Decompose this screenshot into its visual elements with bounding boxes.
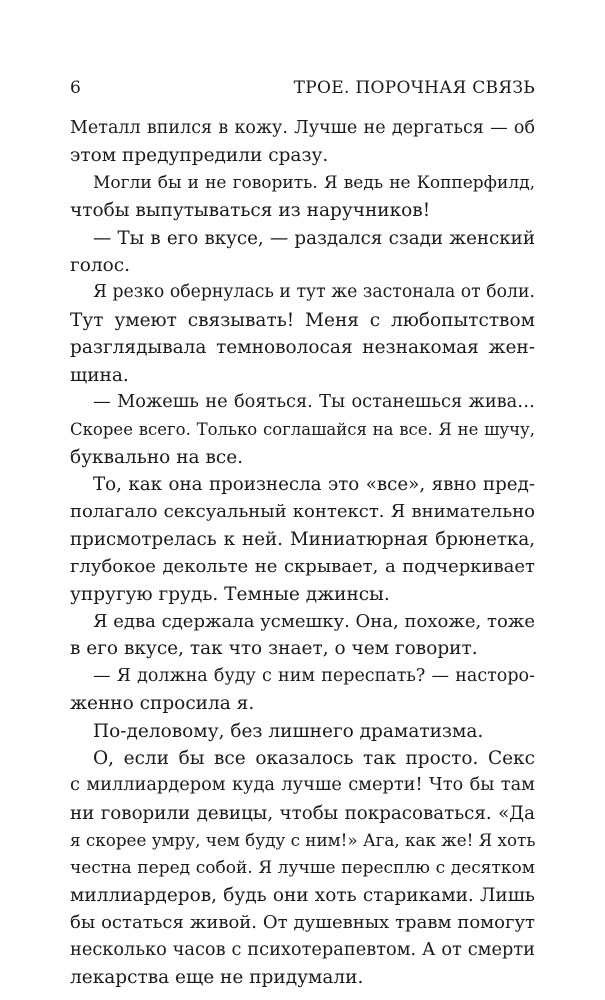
text-line: полагало сексуальный контекст. Я внимательно xyxy=(70,501,535,523)
text-line: Я едва сдержала усмешку. Она, похоже, тоже xyxy=(93,611,535,633)
text-line: лекарства еще не придумали. xyxy=(70,967,364,989)
text-line: с миллиардером куда лучше смерти! Что бы там xyxy=(70,775,535,796)
text-line: Тут умеют связывать! Меня с любопытством xyxy=(70,309,535,331)
text-line: этом предупредили сразу. xyxy=(70,145,329,167)
running-title: ТРОЕ. ПОРОЧНАЯ СВЯЗЬ xyxy=(293,78,535,98)
text-line: упругую грудь. Темные джинсы. xyxy=(70,583,390,605)
text-line: щина. xyxy=(70,364,129,386)
text-line: — Можешь не бояться. Ты останешься жива… xyxy=(93,391,535,412)
text-line: — Ты в его вкусе, — раздался сзади женский xyxy=(93,227,535,249)
text-line: О, если бы все оказалось так просто. Секс xyxy=(93,747,535,769)
text-line: присмотрелась к ней. Миниатюрная брюнетка, xyxy=(70,528,535,550)
text-line: ни говорили девицы, чтобы покрасоваться. «Да xyxy=(70,802,535,824)
text-line: я скорее умру, чем буду с ним!» Ага, как же! Я хоть xyxy=(70,830,536,851)
text-line: Скорее всего. Только соглашайся на все. Я не шучу, xyxy=(70,420,535,440)
body-text xyxy=(70,115,535,992)
text-line: голос. xyxy=(70,254,130,276)
page-number: 6 xyxy=(70,78,81,98)
text-line: бы остаться живой. От душевных травм помогут xyxy=(70,912,535,934)
text-line: Металл впился в кожу. Лучше не дергаться — об xyxy=(70,118,535,138)
text-line: Я резко обернулась и тут же застонала от боли. xyxy=(93,282,535,303)
text-line: буквально на все. xyxy=(70,446,244,468)
text-line: По-деловому, без лишнего драматизма. xyxy=(93,720,484,742)
text-line: женно спросила я. xyxy=(70,693,255,715)
text-line: в его вкусе, так что знает, о чем говорит. xyxy=(70,638,478,660)
text-line: миллиардеров, будь они хоть стариками. Лишь xyxy=(70,884,535,906)
text-line: глубокое декольте не скрывает, а подчеркивает xyxy=(70,556,535,578)
text-line: То, как она произнесла это «все», явно пред- xyxy=(93,474,535,496)
text-line: несколько часов с психотерапевтом. А от смерти xyxy=(70,939,535,960)
text-line: чтобы выпутываться из наручников! xyxy=(70,200,431,222)
text-line: честна перед собой. Я лучше пересплю с десятком xyxy=(70,857,535,878)
text-line: Могли бы и не говорить. Я ведь не Копперфилд, xyxy=(93,172,535,193)
text-line: разглядывала темноволосая незнакомая жен- xyxy=(70,337,535,359)
text-line: — Я должна буду с ним переспать? — насторо- xyxy=(93,665,535,686)
